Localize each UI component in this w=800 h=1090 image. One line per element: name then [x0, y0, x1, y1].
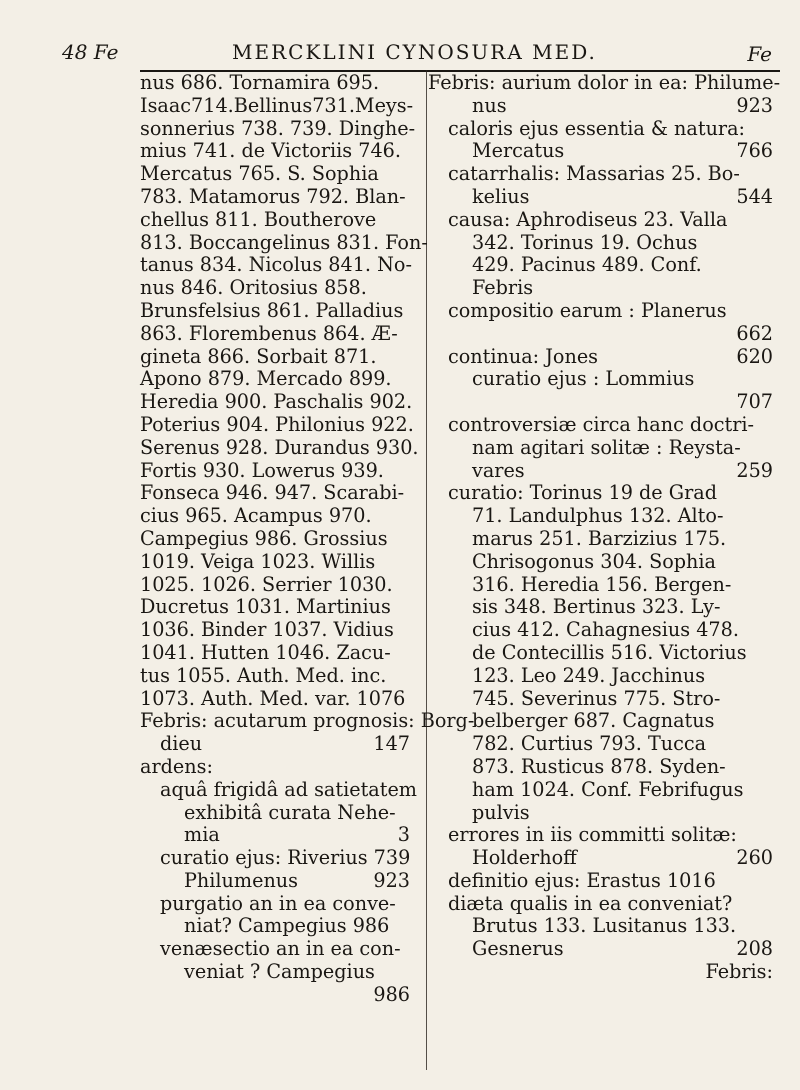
index-line	[140, 254, 410, 277]
index-entry-text: belberger 687. Cagnatus	[472, 709, 715, 733]
index-entry-text: Ducretus 1031. Martinius	[140, 595, 391, 619]
index-line	[140, 300, 410, 323]
index-entry-text: 123. Leo 249. Jacchinus	[472, 663, 706, 687]
index-entry-text: sis 348. Bertinus 323. Ly-	[472, 595, 721, 619]
index-entry-text: errores in iis committi solitæ:	[448, 823, 737, 847]
index-line	[140, 163, 410, 186]
index-line	[428, 779, 773, 802]
index-entry-text: vares	[472, 458, 525, 482]
index-entry-text: curatio ejus: Riverius 739	[160, 846, 411, 870]
index-entry-text: Febris: aurium dolor in ea: Philume-	[428, 71, 781, 94]
index-line	[428, 938, 773, 961]
index-line	[428, 574, 773, 597]
index-entry-text: controversiæ circa hanc doctri-	[448, 412, 754, 436]
index-line	[140, 688, 410, 711]
index-entry-text: 71. Landulphus 132. Alto-	[472, 504, 724, 528]
index-line	[428, 209, 773, 232]
index-entry-text: mia	[184, 823, 220, 847]
index-entry-text: pulvis	[472, 800, 530, 824]
index-page-ref: 3	[397, 823, 410, 847]
index-entry-text: 782. Curtius 793. Tucca	[472, 732, 707, 756]
index-line	[140, 230, 428, 255]
index-entry-text: 1025. 1026. Serrier 1030.	[140, 572, 393, 596]
index-page-ref: 544	[736, 184, 773, 208]
index-entry-text: nus 846. Oritosius 858.	[140, 276, 367, 300]
index-entry-text: Heredia 900. Paschalis 902.	[140, 390, 413, 414]
running-title: MERCKLINI CYNOSURA MED.	[232, 40, 597, 64]
index-line	[428, 551, 773, 574]
index-entry-text: niat? Campegius 986	[184, 914, 390, 938]
index-entry-text: purgatio an in ea conve-	[160, 891, 396, 915]
index-line	[140, 116, 416, 141]
index-page-ref: 766	[736, 139, 773, 163]
index-line	[428, 277, 773, 300]
index-line	[140, 938, 410, 961]
index-line	[140, 915, 410, 938]
index-line	[140, 390, 413, 414]
index-entry-text: Fonseca 946. 947. Scarabi-	[140, 481, 405, 505]
index-entry-text: dieu	[160, 732, 203, 756]
index-entry-text: 1073. Auth. Med. var. 1076	[140, 686, 406, 710]
index-line	[140, 619, 410, 642]
index-entry-text: Febris	[472, 276, 534, 300]
index-line	[428, 391, 773, 414]
index-line	[428, 756, 773, 779]
index-line	[140, 893, 410, 916]
index-line	[428, 802, 773, 825]
index-entry-text: 1036. Binder 1037. Vidius	[140, 618, 394, 642]
index-line	[428, 482, 773, 505]
index-line	[428, 368, 773, 391]
index-entry-text: 745. Severinus 775. Stro-	[472, 686, 721, 710]
header-catchword: Fe	[747, 42, 772, 66]
index-line	[140, 574, 410, 597]
index-entry-text: Campegius 986. Grossius	[140, 526, 388, 550]
index-line	[428, 893, 773, 916]
index-line	[140, 756, 410, 779]
index-line	[428, 437, 773, 460]
index-page-ref: 259	[736, 458, 773, 482]
index-entry-text: Apono 879. Mercado 899.	[140, 367, 392, 391]
index-line	[140, 551, 410, 574]
index-entry-text: Poterius 904. Philonius 922.	[140, 412, 414, 436]
left-column	[140, 71, 475, 1007]
right-column	[428, 71, 781, 984]
index-entry-text: chellus 811. Boutherove	[140, 207, 377, 231]
index-entry-text: ardens:	[140, 754, 213, 778]
index-line	[428, 254, 773, 277]
index-page-ref: Febris:	[705, 960, 773, 984]
index-line	[140, 733, 410, 756]
index-entry-text: tanus 834. Nicolus 841. No-	[140, 253, 412, 277]
index-entry-text: Mercatus 765. S. Sophia	[140, 162, 379, 186]
index-line	[428, 710, 773, 733]
index-line	[140, 412, 414, 437]
index-page-ref: 208	[736, 937, 773, 961]
index-line	[428, 688, 773, 711]
index-line	[140, 642, 410, 665]
index-entry-text: 813. Boccangelinus 831. Fon-	[140, 230, 428, 254]
index-line	[428, 414, 773, 437]
index-entry-text: catarrhalis: Massarias 25. Bo-	[448, 162, 740, 186]
index-entry-text: mius 741. de Victoriis 746.	[140, 139, 401, 163]
index-entry-text: Gesnerus	[472, 937, 564, 961]
index-line	[140, 777, 417, 802]
index-line	[428, 140, 773, 163]
index-line	[428, 528, 773, 551]
index-page-ref: 707	[736, 390, 773, 414]
running-header	[62, 36, 772, 70]
index-entry-text: nus	[472, 93, 507, 117]
index-entry-text: Brutus 133. Lusitanus 133.	[472, 914, 737, 938]
index-entry-text: caloris ejus essentia & natura:	[448, 116, 746, 140]
index-entry-text: Philumenus	[184, 868, 299, 892]
index-line	[140, 93, 414, 118]
index-line	[140, 72, 410, 95]
index-page-ref: 662	[736, 321, 773, 345]
index-line	[428, 323, 773, 346]
index-entry-text: tus 1055. Auth. Med. inc.	[140, 663, 387, 687]
index-entry-text: diæta qualis in ea conveniat?	[448, 891, 733, 915]
index-line	[140, 961, 410, 984]
index-line	[428, 642, 773, 665]
index-page-ref: 923	[736, 93, 773, 117]
index-entry-text: cius 965. Acampus 970.	[140, 504, 372, 528]
index-line	[140, 505, 410, 528]
index-line	[428, 961, 773, 984]
index-line	[140, 140, 410, 163]
index-line	[428, 505, 773, 528]
index-line	[140, 870, 410, 893]
page-number: 48 Fe	[62, 40, 119, 64]
index-line	[428, 915, 773, 938]
index-entry-text: cius 412. Cahagnesius 478.	[472, 618, 739, 642]
index-entry-text: curatio: Torinus 19 de Grad	[448, 481, 717, 505]
index-entry-text: kelius	[472, 184, 530, 208]
index-entry-text: 1019. Veiga 1023. Willis	[140, 549, 376, 573]
index-entry-text: compositio earum : Planerus	[448, 298, 727, 322]
index-entry-text: 429. Pacinus 489. Conf.	[472, 253, 702, 277]
index-line	[140, 709, 475, 733]
index-line	[428, 665, 773, 688]
index-line	[428, 118, 773, 141]
index-entry-text: nus 686. Tornamira 695.	[140, 71, 380, 94]
index-entry-text: de Contecillis 516. Victorius	[472, 640, 747, 664]
column-divider	[426, 70, 427, 1070]
index-entry-text: venæsectio an in ea con-	[160, 937, 401, 961]
index-entry-text: Mercatus	[472, 139, 565, 163]
index-line	[140, 277, 410, 300]
index-entry-text: causa: Aphrodiseus 23. Valla	[448, 207, 728, 231]
index-line	[428, 71, 781, 95]
index-line	[428, 300, 773, 323]
index-line	[428, 346, 773, 369]
index-entry-text: Fortis 930. Lowerus 939.	[140, 458, 384, 482]
index-entry-text: 1041. Hutten 1046. Zacu-	[140, 640, 391, 664]
index-page-ref: 620	[736, 344, 773, 368]
index-entry-text: Holderhoff	[472, 846, 577, 870]
index-line	[428, 232, 773, 255]
index-line	[428, 619, 773, 642]
index-page-ref: 923	[373, 868, 410, 892]
index-line	[140, 435, 419, 460]
index-line	[140, 209, 410, 232]
index-line	[428, 847, 773, 870]
index-line	[428, 733, 773, 756]
index-line	[428, 596, 773, 619]
index-entry-text: Serenus 928. Durandus 930.	[140, 435, 419, 459]
index-line	[428, 95, 773, 118]
index-entry-text: exhibitâ curata Nehe-	[184, 800, 396, 824]
index-entry-text: 863. Florembenus 864. Æ-	[140, 321, 398, 345]
index-page-ref: 147	[373, 732, 410, 756]
index-entry-text: 783. Matamorus 792. Blan-	[140, 184, 406, 208]
index-entry-text: ham 1024. Conf. Febrifugus	[472, 777, 744, 801]
index-entry-text: continua: Jones	[448, 344, 599, 368]
index-entry-text: definitio ejus: Erastus 1016	[448, 868, 716, 892]
index-page-ref: 260	[736, 846, 773, 870]
index-entry-text: 316. Heredia 156. Bergen-	[472, 572, 732, 596]
index-line	[428, 824, 773, 847]
index-line	[140, 323, 410, 346]
index-entry-text: Chrisogonus 304. Sophia	[472, 549, 716, 573]
index-line	[140, 186, 410, 209]
index-line	[428, 460, 773, 483]
index-line	[428, 870, 773, 893]
index-entry-text: 873. Rusticus 878. Syden-	[472, 754, 726, 778]
index-line	[140, 847, 410, 870]
index-page-ref: 986	[373, 982, 410, 1006]
index-entry-text: Brunsfelsius 861. Palladius	[140, 298, 404, 322]
index-entry-text: sonnerius 738. 739. Dinghe-	[140, 116, 416, 140]
index-entry-text: marus 251. Barzizius 175.	[472, 526, 727, 550]
index-entry-text: Isaac714.Bellinus731.Meys-	[140, 93, 414, 117]
index-line	[140, 460, 410, 483]
index-entry-text: curatio ejus : Lommius	[472, 367, 695, 391]
index-entry-text: 342. Torinus 19. Ochus	[472, 230, 698, 254]
index-entry-text: nam agitari solitæ : Reysta-	[472, 435, 741, 459]
index-entry-text: veniat ? Campegius	[184, 960, 375, 984]
index-line	[428, 163, 773, 186]
index-line	[140, 596, 410, 619]
index-line	[140, 665, 410, 688]
index-entry-text: aquâ frigidâ ad satietatem	[160, 777, 417, 801]
index-line	[140, 346, 410, 369]
index-line	[428, 186, 773, 209]
index-line	[140, 368, 410, 391]
index-line	[140, 984, 410, 1007]
index-entry-text: Febris: acutarum prognosis: Borg-	[140, 709, 475, 733]
index-line	[140, 802, 410, 825]
index-entry-text: gineta 866. Sorbait 871.	[140, 344, 377, 368]
index-line	[140, 482, 410, 505]
index-line	[140, 528, 410, 551]
index-line	[140, 824, 410, 847]
